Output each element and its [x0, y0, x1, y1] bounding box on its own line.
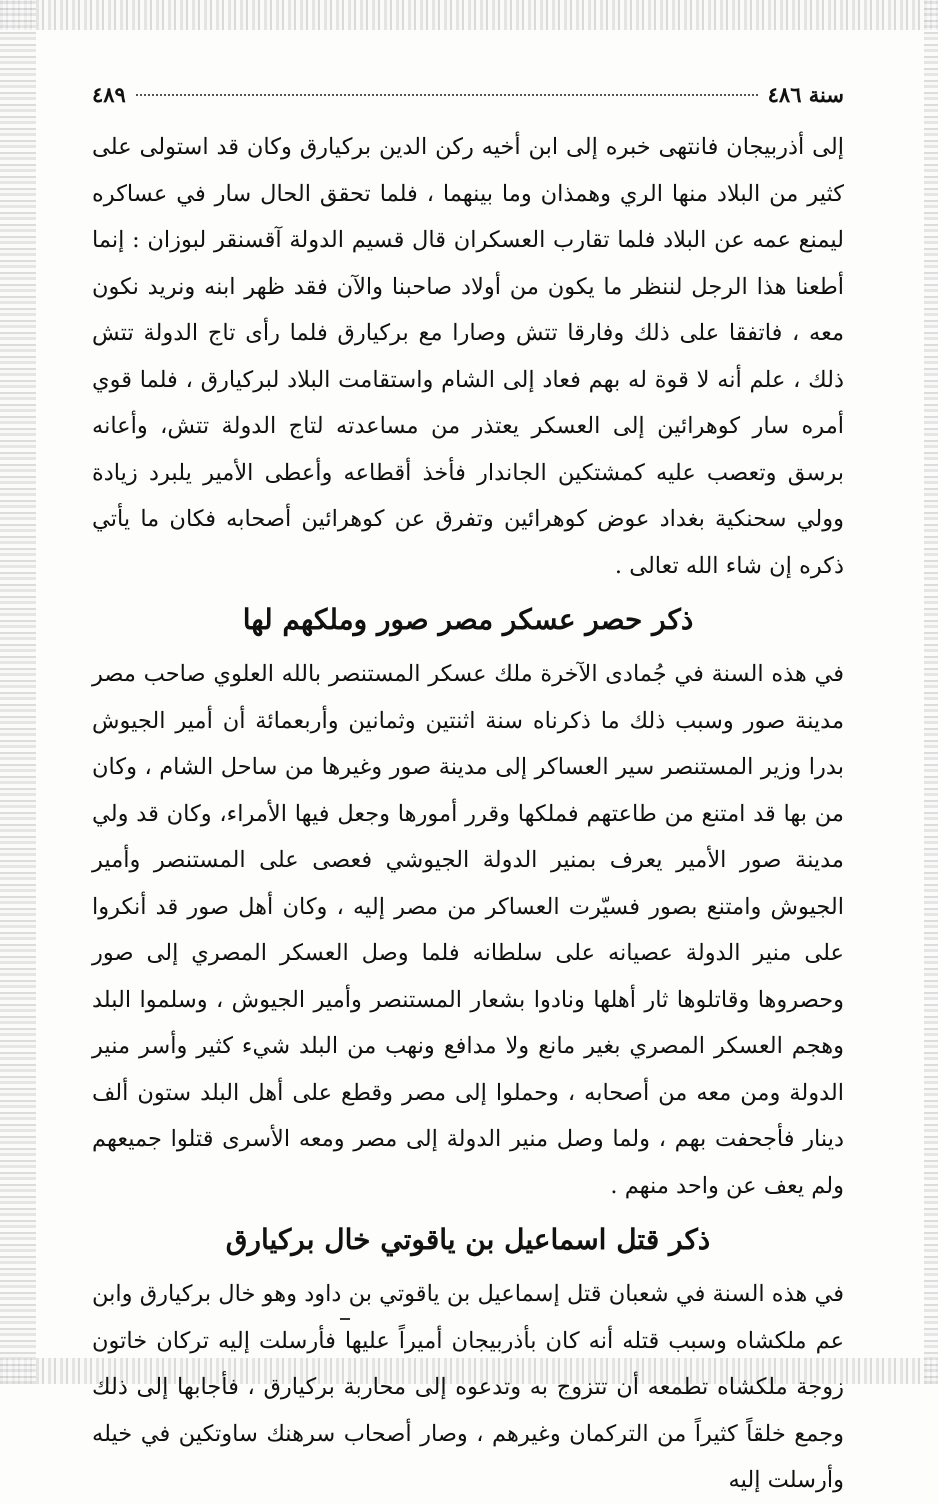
paragraph-continued: إلى أذربيجان فانتهى خبره إلى ابن أخيه ركن الدين بركيارق وكان قد استولى على كثير من البلاد منها الري وهمذان وما بينهما ، فلما تحقق الحال سار في عساكره ليمنع عمه عن البلاد فلما تقارب العسكران قال قسيم الدولة آقسنقر لبوزان : إنما أطعنا هذا الرجل لننظر ما يكون من أولاد صاحبنا والآن فقد ظهر ابنه ونريد نكون معه ، فاتفقا على ذلك وفارقا تتش وصارا مع بركيارق فلما رأى تاج الدولة تتش ذلك ، علم أنه لا قوة له بهم فعاد إلى الشام واستقامت البلاد لبركيارق ، فلما قوي أمره سار كوهرائين إلى العسكر يعتذر من مساعدته لتاج الدولة تتش، وأعانه برسق وتعصب عليه كمشتكين الجاندار فأخذ أقطاعه وأعطى الأمير يلبرد زيادة وولي سحنكية بغداد عوض كوهرائين وتفرق عن كوهرائين أصحابه فكان ما يأتي ذكره إن شاء الله تعالى . [92, 134, 844, 579]
decorative-border-right [924, 0, 938, 1384]
section-heading: ذكر حصر عسكر مصر صور وملكهم لها [242, 603, 694, 636]
page-number: ٤٨٩ [92, 82, 126, 107]
running-header [92, 82, 844, 116]
decorative-border-left [0, 0, 36, 1384]
section-paragraph: في هذه السنة في جُمادى الآخرة ملك عسكر المستنصر بالله العلوي صاحب مصر مدينة صور وسبب ذلك ما ذكرناه سنة اثنتين وثمانين وأربعمائة أن أمير الجيوش بدرا وزير المستنصر سير العساكر إلى مدينة صور وغيرها من ساحل الشام ، وكان من بها قد امتنع من طاعتهم فملكها وقرر أمورها وجعل فيها الأمراء، وكان قد ولي مدينة صور الأمير يعرف بمنير الدولة الجيوشي فعصى على المستنصر وأمير الجيوش وامتنع بصور فسيّرت العساكر من مصر إليه ، وكان أهل صور قد أنكروا على منير الدولة عصيانه على سلطانه فلما وصل العسكر المصري إلى صور وحصروها وقاتلوها ثار أهلها ونادوا بشعار المستنصر وأمير الجيوش ، وسلموا البلد وهجم العسكر المصري بغير مانع ولا مدافع ونهب من البلد شيء كثير وأسر منير الدولة ومن معه من أصحابه ، وحملوا إلى مصر وقطع على أهل البلد ستون ألف دينار فأجحفت بهم ، ولما وصل منير الدولة إلى مصر ومعه الأسرى قتلوا جميعهم ولم يعف عن واحد منهم . [92, 661, 844, 1199]
section-heading: ذكر قتل اسماعيل بن ياقوتي خال بركيارق [225, 1223, 711, 1256]
footer-mark [340, 1318, 350, 1320]
book-page [92, 82, 844, 1504]
header-dotted-leader [136, 94, 758, 96]
section-paragraph: في هذه السنة في شعبان قتل إسماعيل بن ياقوتي بن داود وهو خال بركيارق وابن عم ملكشاه وسبب قتله أنه كان بأذربيجان أميراً عليها فأرسلت إليه تركان خاتون زوجة ملكشاه تطمعه أن تتزوج به وتدعوه إلى محاربة بركيارق ، فأجابها إلى ذلك وجمع خلقاً كثيراً من التركمان وغيرهم ، وصار أصحاب سرهنك ساوتكين في خيله وأرسلت إليه [92, 1281, 844, 1493]
decorative-border-top [0, 0, 938, 30]
header-year: سنة ٤٨٦ [767, 82, 844, 107]
